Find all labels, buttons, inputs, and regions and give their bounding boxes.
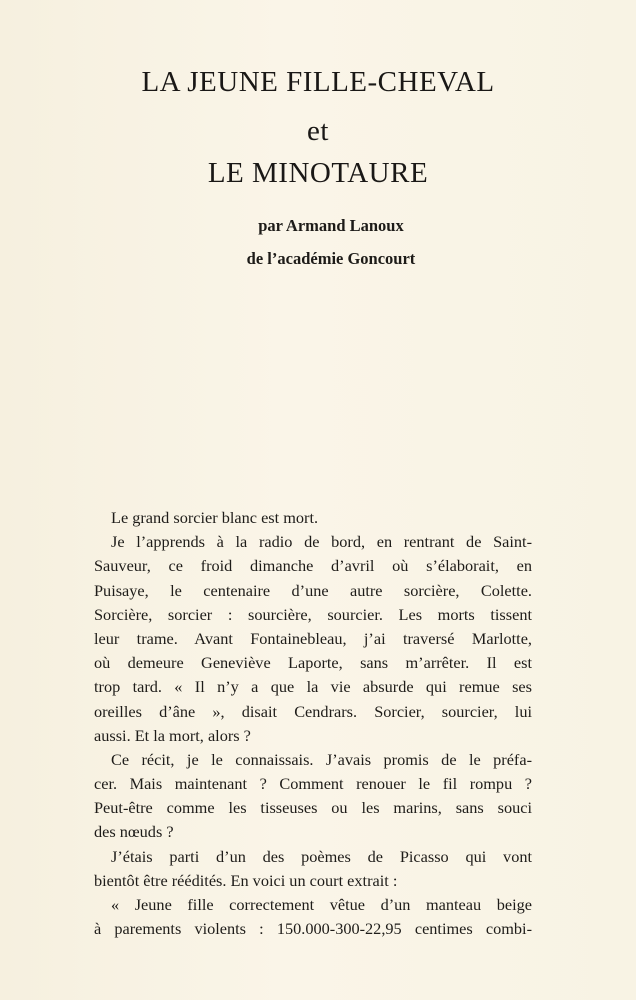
text-line: trop tard. « Il n’y a que la vie absurde qui remue ses bbox=[94, 677, 532, 697]
text-line: leur trame. Avant Fontainebleau, j’ai traversé Marlotte, bbox=[94, 628, 532, 648]
text-line: Sauveur, ce froid dimanche d’avril où s’élaborait, en bbox=[94, 556, 532, 576]
text-line: des nœuds ? bbox=[94, 822, 174, 842]
text-line: Je l’apprends à la radio de bord, en rentrant de Saint- bbox=[111, 532, 532, 552]
text-line: oreilles d’âne », disait Cendrars. Sorcier, sourcier, lui bbox=[94, 701, 532, 721]
text-line: à parements violents : 150.000-300-22,95 centimes combi- bbox=[94, 919, 532, 939]
text-line: cer. Mais maintenant ? Comment renouer le fil rompu ? bbox=[94, 774, 532, 794]
author-byline: par Armand Lanoux bbox=[258, 216, 404, 235]
title-line-3: LE MINOTAURE bbox=[207, 157, 429, 189]
text-line: Peut-être comme les tisseuses ou les marins, sans souci bbox=[94, 798, 532, 818]
title-line-2: et bbox=[307, 115, 329, 147]
text-line: Sorcière, sorcier : sourcière, sourcier. Les morts tissent bbox=[94, 604, 532, 624]
title-line-1: LA JEUNE FILLE-CHEVAL bbox=[141, 66, 495, 98]
text-line: Le grand sorcier blanc est mort. bbox=[111, 508, 319, 527]
text-line: bientôt être réédités. En voici un court extrait : bbox=[94, 870, 398, 890]
body-text bbox=[94, 506, 532, 941]
text-line: J’étais parti d’un des poèmes de Picasso qui vont bbox=[111, 846, 532, 866]
text-line: Ce récit, je le connaissais. J’avais promis de le préfa- bbox=[111, 749, 532, 769]
text-line: Puisaye, le centenaire d’une autre sorcière, Colette. bbox=[94, 580, 532, 600]
text-line: aussi. Et la mort, alors ? bbox=[94, 725, 251, 745]
author-affiliation: de l’académie Goncourt bbox=[246, 249, 416, 268]
text-line: « Jeune fille correctement vêtue d’un manteau beige bbox=[111, 895, 532, 914]
text-line: où demeure Geneviève Laporte, sans m’arrêter. Il est bbox=[94, 653, 532, 673]
